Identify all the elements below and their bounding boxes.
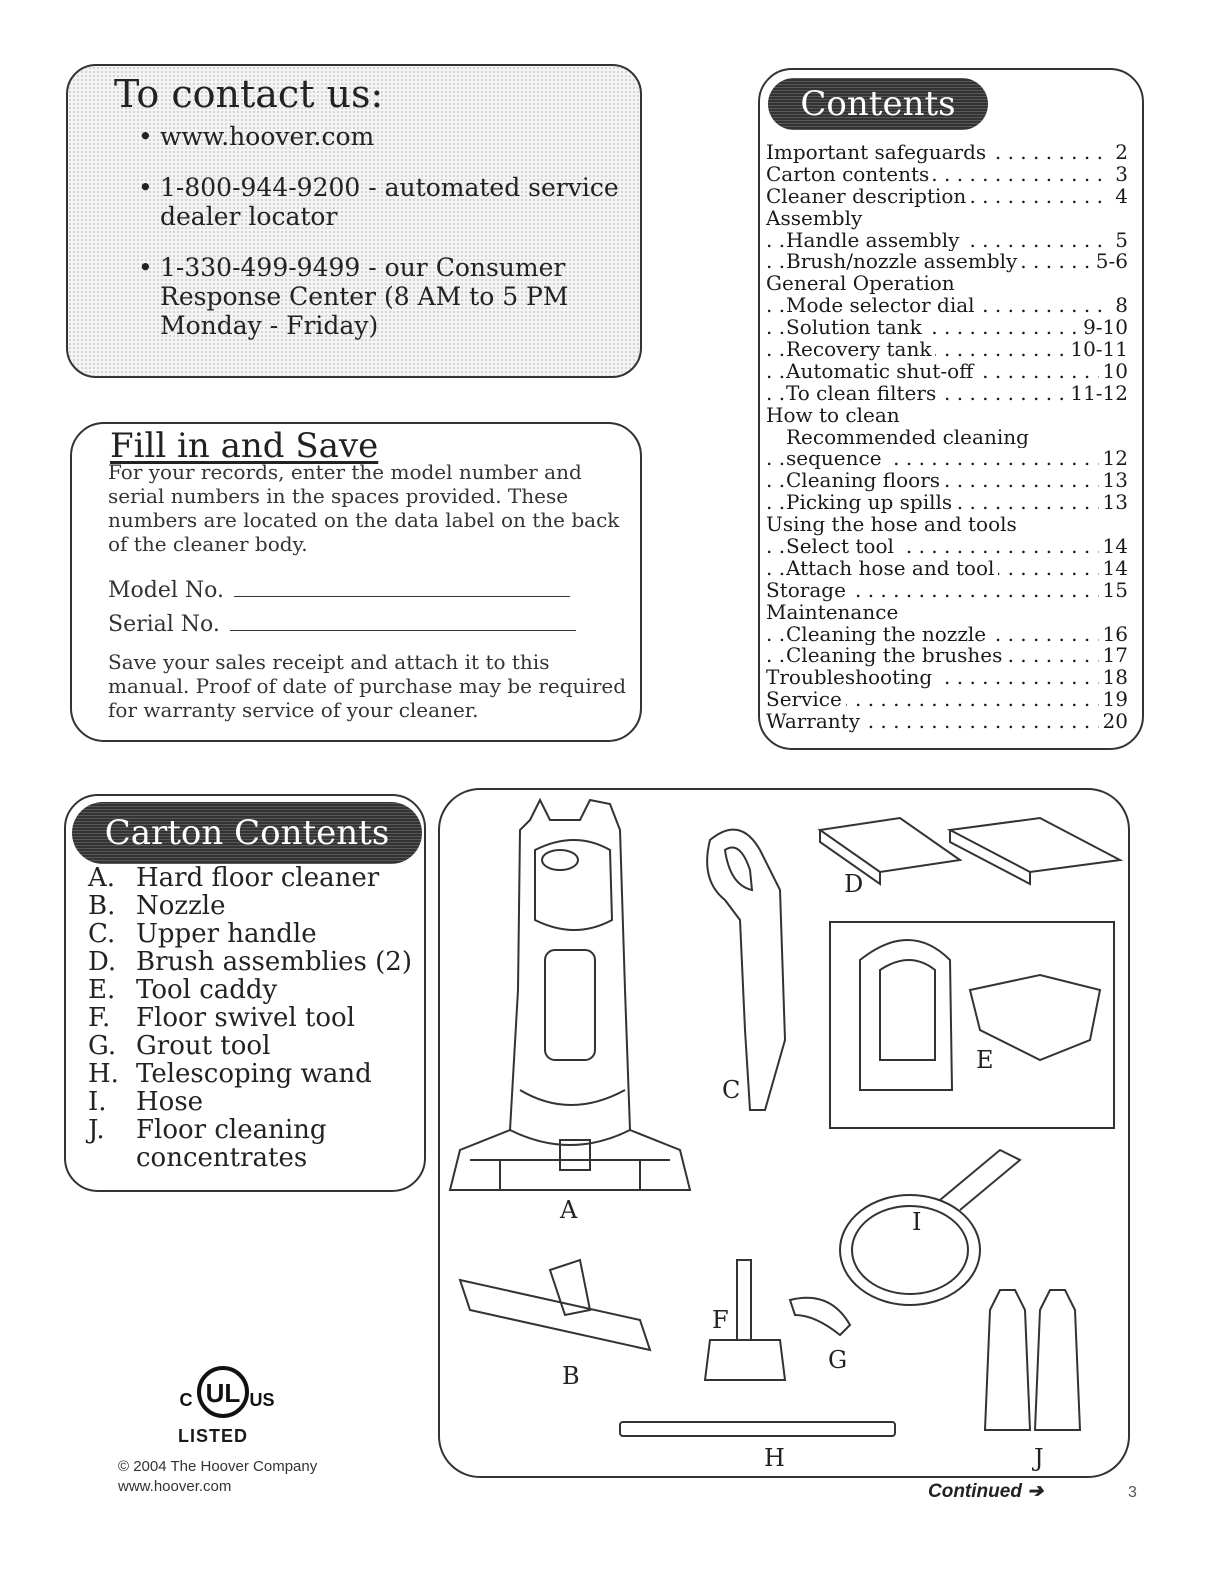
hard-floor-cleaner-drawing (450, 800, 690, 1190)
upper-handle-drawing (707, 830, 785, 1110)
toc-entry[interactable] (766, 689, 1128, 711)
label-h: H (764, 1444, 785, 1472)
toc-entry-label: Assembly (766, 208, 866, 230)
carton-item-key: F. (88, 1003, 111, 1033)
carton-item-text: Hose (136, 1087, 204, 1117)
brush-assemblies-drawing (820, 818, 1120, 884)
toc-entry[interactable] (766, 602, 1128, 624)
carton-item-text: Grout tool (136, 1031, 271, 1061)
label-e: E (976, 1046, 994, 1074)
toc-entry[interactable] (766, 208, 1128, 230)
carton-item-text: Nozzle (136, 891, 226, 921)
toc-entry-label: Cleaning the brushes (786, 645, 1006, 667)
toc-entry-page: 10 (1099, 361, 1128, 383)
continued-label (928, 1480, 1043, 1503)
toc-entry-page: 11-12 (1066, 383, 1128, 405)
label-d: D (844, 870, 864, 898)
contact-consumer-center: • 1-330-499-9499 - our Consumer Response Center (8 AM to 5 PM Monday - Friday) (138, 253, 628, 340)
toc-entry-label: Cleaner description (766, 186, 970, 208)
toc-entry-page: 16 (1099, 624, 1128, 646)
carton-item-text: Floor cleaning concentrates (136, 1115, 327, 1173)
carton-item-key: A. (88, 863, 116, 893)
toc-entry-label: Troubleshooting (766, 667, 936, 689)
toc-entry-page: 9-10 (1079, 317, 1128, 339)
toc-entry[interactable] (766, 514, 1128, 536)
model-number-line (234, 578, 570, 597)
toc-entry[interactable] (766, 383, 1128, 405)
toc-entry[interactable] (766, 230, 1128, 252)
carton-item-key: C. (88, 919, 116, 949)
contents-panel (758, 68, 1144, 750)
toc-entry-label: General Operation (766, 273, 959, 295)
toc-entry-page: 10-11 (1066, 339, 1128, 361)
carton-item-key: J. (88, 1115, 105, 1145)
carton-item (88, 1060, 424, 1088)
ul-mark-c: C (179, 1390, 193, 1410)
carton-item (88, 1004, 424, 1032)
fill-in-save-panel (70, 422, 642, 742)
floor-cleaning-concentrates-drawing (985, 1290, 1080, 1430)
contact-dealer-locator: • 1-800-944-9200 - automated service dealer locator (138, 173, 628, 231)
contact-title: To contact us: (114, 72, 384, 116)
hose-drawing (840, 1150, 1020, 1305)
serial-number-line (230, 612, 576, 631)
toc-entry-label: Cleaning floors (786, 470, 944, 492)
toc-entry-label: Select tool (786, 536, 898, 558)
label-b: B (562, 1362, 580, 1390)
toc-entry-label: Solution tank (786, 317, 926, 339)
label-c: C (722, 1076, 741, 1104)
toc-entry-page: 20 (1099, 711, 1128, 733)
copyright: © 2004 The Hoover Company (118, 1458, 318, 1475)
carton-item (88, 948, 424, 976)
toc-entry-label: Picking up spills (786, 492, 956, 514)
label-a: A (560, 1196, 578, 1224)
toc-entry-label: Attach hose and tool (786, 558, 998, 580)
toc-entry-page: 2 (1111, 142, 1128, 164)
contact-panel (66, 64, 642, 378)
model-number-field (108, 578, 570, 603)
carton-contents-title: Carton Contents (72, 802, 422, 864)
toc-entry-page: 18 (1099, 667, 1128, 689)
carton-item (88, 920, 424, 948)
fill-title: Fill in and Save (110, 426, 379, 466)
toc-entry-label: sequence (786, 448, 886, 470)
toc-entry-page: 13 (1099, 470, 1128, 492)
toc-entry-label: To clean filters (786, 383, 940, 405)
toc-entry-label: Carton contents (766, 164, 933, 186)
contact-list (138, 122, 628, 362)
carton-item-text: Floor swivel tool (136, 1003, 355, 1033)
toc-entry-label: Maintenance (766, 602, 902, 624)
toc-entry-label: How to clean (766, 405, 904, 427)
toc-entry-label: Warranty (766, 711, 864, 733)
toc-entry-page: 3 (1111, 164, 1128, 186)
toc-entry[interactable] (766, 580, 1128, 602)
ul-mark-us: US (249, 1390, 275, 1410)
parts-drawing (440, 790, 1130, 1478)
grout-tool-drawing (790, 1298, 850, 1335)
toc-entry[interactable] (766, 667, 1128, 689)
toc-entry-label: Using the hose and tools (766, 514, 1021, 536)
toc-entry[interactable] (766, 361, 1128, 383)
carton-item-text: Brush assemblies (2) (136, 947, 412, 977)
toc-entry[interactable] (766, 186, 1128, 208)
toc-entry[interactable] (766, 142, 1128, 164)
toc-entry-label: Mode selector dial (786, 295, 979, 317)
carton-item (88, 1032, 424, 1060)
toc-entry[interactable] (766, 624, 1128, 646)
carton-item (88, 976, 424, 1004)
toc-entry-page: 15 (1099, 580, 1128, 602)
toc-entry-label: Service (766, 689, 846, 711)
telescoping-wand-drawing (620, 1422, 895, 1436)
toc-entry[interactable] (766, 448, 1128, 470)
toc-entry-label: Handle assembly (786, 230, 963, 252)
label-i: I (912, 1208, 922, 1236)
toc-entry[interactable] (766, 339, 1128, 361)
carton-item-text: Telescoping wand (136, 1059, 372, 1089)
carton-contents-list (88, 864, 424, 1172)
carton-item-text: Upper handle (136, 919, 317, 949)
toc-entry[interactable] (766, 711, 1128, 733)
toc-entry[interactable] (766, 317, 1128, 339)
toc-entry-page: 17 (1099, 645, 1128, 667)
toc-entry[interactable] (766, 427, 1128, 449)
toc-entry-label: Brush/nozzle assembly (786, 251, 1021, 273)
toc-entry-page: 5-6 (1092, 251, 1128, 273)
toc-entry[interactable] (766, 558, 1128, 580)
toc-entry-page: 13 (1099, 492, 1128, 514)
label-f: F (712, 1306, 729, 1334)
carton-item (88, 1088, 424, 1116)
carton-item-key: D. (88, 947, 117, 977)
toc-entry[interactable] (766, 295, 1128, 317)
toc-entry-page: 14 (1099, 536, 1128, 558)
toc-entry-page: 4 (1111, 186, 1128, 208)
ul-listed-text: LISTED (178, 1426, 249, 1446)
footer-website[interactable]: www.hoover.com (118, 1478, 232, 1495)
continued-text: Continued (928, 1481, 1022, 1502)
carton-item-key: I. (88, 1087, 107, 1117)
carton-item-text: Hard floor cleaner (136, 863, 380, 893)
fill-intro: For your records, enter the model number and serial numbers in the spaces provided. These numbers are located on the data label on the back of the cleaner body. (108, 460, 620, 556)
toc-entry[interactable] (766, 273, 1128, 295)
carton-item-key: E. (88, 975, 116, 1005)
toc-entry-label: Recommended cleaning (786, 427, 1033, 449)
toc-entry-label: Cleaning the nozzle (786, 624, 990, 646)
carton-item-key: G. (88, 1031, 117, 1061)
toc-entry-label: Recovery tank (786, 339, 935, 361)
toc-entry-page: 8 (1111, 295, 1128, 317)
contact-website[interactable]: • www.hoover.com (138, 122, 628, 151)
serial-number-field (108, 612, 576, 637)
toc-entry-page: 12 (1099, 448, 1128, 470)
toc-entry-page: 5 (1111, 230, 1128, 252)
ul-mark-ul: UL (205, 1378, 241, 1408)
arrow-right-icon: ➔ (1027, 1481, 1044, 1502)
page-number: 3 (1128, 1484, 1137, 1501)
toc-entry[interactable] (766, 251, 1128, 273)
toc-entry-label: Important safeguards (766, 142, 990, 164)
carton-item-text: Tool caddy (136, 975, 278, 1005)
carton-item-key: H. (88, 1059, 119, 1089)
toc-entry-label: Automatic shut-off (786, 361, 977, 383)
nozzle-drawing (460, 1260, 650, 1350)
toc-entry[interactable] (766, 164, 1128, 186)
fill-note: Save your sales receipt and attach it to this manual. Proof of date of purchase may be required for warranty service of your cleaner. (108, 650, 627, 722)
label-g: G (828, 1346, 848, 1374)
toc-entry-page: 14 (1099, 558, 1128, 580)
toc-entry-label: Storage (766, 580, 850, 602)
toc-entry-page: 19 (1099, 689, 1128, 711)
serial-number-label: Serial No. (108, 612, 220, 637)
model-number-label: Model No. (108, 578, 225, 603)
parts-illustration (438, 788, 1130, 1478)
label-j: J (1034, 1444, 1044, 1472)
table-of-contents (766, 142, 1128, 733)
toc-entry[interactable] (766, 405, 1128, 427)
carton-contents-panel (64, 794, 426, 1192)
toc-entry[interactable] (766, 470, 1128, 492)
tool-caddy-frame (830, 922, 1114, 1128)
contents-title: Contents (768, 78, 988, 130)
carton-item (88, 864, 424, 892)
carton-item (88, 892, 424, 920)
carton-item (88, 1116, 424, 1172)
toc-entry[interactable] (766, 645, 1128, 667)
toc-entry[interactable] (766, 492, 1128, 514)
carton-item-key: B. (88, 891, 116, 921)
toc-entry[interactable] (766, 536, 1128, 558)
